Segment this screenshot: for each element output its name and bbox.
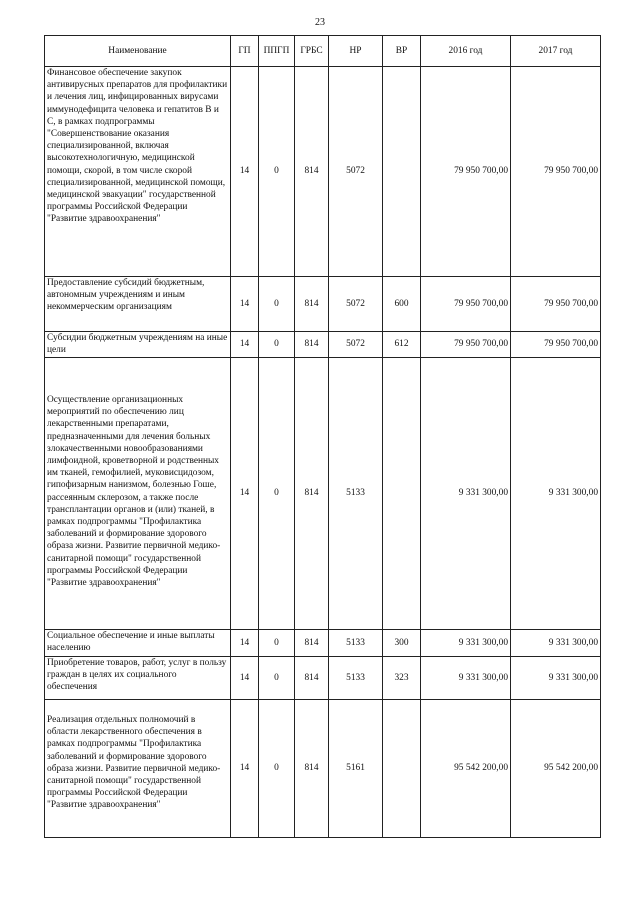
row-ppgp: 0 (259, 657, 295, 700)
row-gp: 14 (231, 332, 259, 358)
row-nr: 5072 (329, 277, 383, 332)
row-ppgp: 0 (259, 332, 295, 358)
budget-table (44, 35, 601, 838)
table-row (45, 657, 601, 700)
row-name: Приобретение товаров, работ, услуг в пользу граждан в целях их социального обеспечения (45, 657, 231, 700)
row-gp: 14 (231, 700, 259, 838)
row-2016: 79 950 700,00 (421, 67, 511, 277)
row-nr: 5133 (329, 358, 383, 630)
row-2016: 9 331 300,00 (421, 358, 511, 630)
table-row (45, 332, 601, 358)
row-grbs: 814 (295, 277, 329, 332)
row-name: Финансовое обеспечение закупок антивирусных препаратов для профилактики и лечения лиц, инфицированных вирусами иммунодефицита человека и гепатитов В и С, в рамках подпрограммы "Совершенствование оказания специализированной, включая высокотехнологичную, медицинской помощи, скорой, в том числе скорой специализированной, медицинской помощи, медицинской эвакуации" государственной программы Российской Федерации "Развитие здравоохранения" (45, 67, 231, 277)
row-2016: 79 950 700,00 (421, 332, 511, 358)
row-2017: 95 542 200,00 (511, 700, 601, 838)
row-nr: 5133 (329, 630, 383, 657)
row-grbs: 814 (295, 67, 329, 277)
row-nr: 5161 (329, 700, 383, 838)
row-2017: 9 331 300,00 (511, 358, 601, 630)
row-name: Предоставление субсидий бюджетным, автономным учреждениям и иным некоммерческим организациям (45, 277, 231, 332)
row-2016: 9 331 300,00 (421, 630, 511, 657)
row-name: Осуществление организационных мероприятий по обеспечению лиц лекарственными препаратами, предназначенными для лечения больных злокачественными новообразованиями лимфоидной, кроветворной и родственных им тканей, гемофилией, муковисцидозом, гипофизарным нанизмом, болезнью Гоше, рассеянным склерозом, а также после трансплантации органов и (или) тканей, в рамках подпрограммы "Профилактика заболеваний и формирование здорового образа жизни. Развитие первичной медико-санитарной помощи" государственной программы Российской Федерации "Развитие здравоохранения" (45, 358, 231, 630)
table-row (45, 358, 601, 630)
row-name: Реализация отдельных полномочий в области лекарственного обеспечения в рамках подпрограммы "Профилактика заболеваний и формирование здорового образа жизни. Развитие первичной медико-санитарной помощи" государственной программы Российской Федерации "Развитие здравоохранения" (45, 700, 231, 838)
row-2016: 95 542 200,00 (421, 700, 511, 838)
header-2016: 2016 год (421, 36, 511, 67)
header-grbs: ГРБС (295, 36, 329, 67)
row-vr (383, 67, 421, 277)
row-vr (383, 358, 421, 630)
header-vr: ВР (383, 36, 421, 67)
row-nr: 5072 (329, 67, 383, 277)
row-grbs: 814 (295, 630, 329, 657)
row-grbs: 814 (295, 332, 329, 358)
header-nr: НР (329, 36, 383, 67)
header-ppgp: ППГП (259, 36, 295, 67)
row-2017: 79 950 700,00 (511, 277, 601, 332)
row-name: Социальное обеспечение и иные выплаты населению (45, 630, 231, 657)
row-nr: 5072 (329, 332, 383, 358)
row-gp: 14 (231, 67, 259, 277)
row-grbs: 814 (295, 657, 329, 700)
row-2017: 79 950 700,00 (511, 332, 601, 358)
row-2017: 79 950 700,00 (511, 67, 601, 277)
row-vr: 323 (383, 657, 421, 700)
row-2017: 9 331 300,00 (511, 657, 601, 700)
header-gp: ГП (231, 36, 259, 67)
header-row (45, 36, 601, 67)
row-name: Субсидии бюджетным учреждениям на иные цели (45, 332, 231, 358)
table-row (45, 630, 601, 657)
row-gp: 14 (231, 657, 259, 700)
row-grbs: 814 (295, 358, 329, 630)
table-row (45, 277, 601, 332)
row-ppgp: 0 (259, 67, 295, 277)
row-nr: 5133 (329, 657, 383, 700)
row-gp: 14 (231, 630, 259, 657)
header-2017: 2017 год (511, 36, 601, 67)
row-ppgp: 0 (259, 630, 295, 657)
row-gp: 14 (231, 277, 259, 332)
row-2017: 9 331 300,00 (511, 630, 601, 657)
row-vr (383, 700, 421, 838)
row-2016: 79 950 700,00 (421, 277, 511, 332)
row-gp: 14 (231, 358, 259, 630)
row-2016: 9 331 300,00 (421, 657, 511, 700)
row-vr: 300 (383, 630, 421, 657)
row-vr: 600 (383, 277, 421, 332)
table-row (45, 700, 601, 838)
row-ppgp: 0 (259, 358, 295, 630)
row-ppgp: 0 (259, 700, 295, 838)
page-number: 23 (315, 17, 325, 28)
row-vr: 612 (383, 332, 421, 358)
table-row (45, 67, 601, 277)
row-ppgp: 0 (259, 277, 295, 332)
row-grbs: 814 (295, 700, 329, 838)
header-name: Наименование (45, 36, 231, 67)
